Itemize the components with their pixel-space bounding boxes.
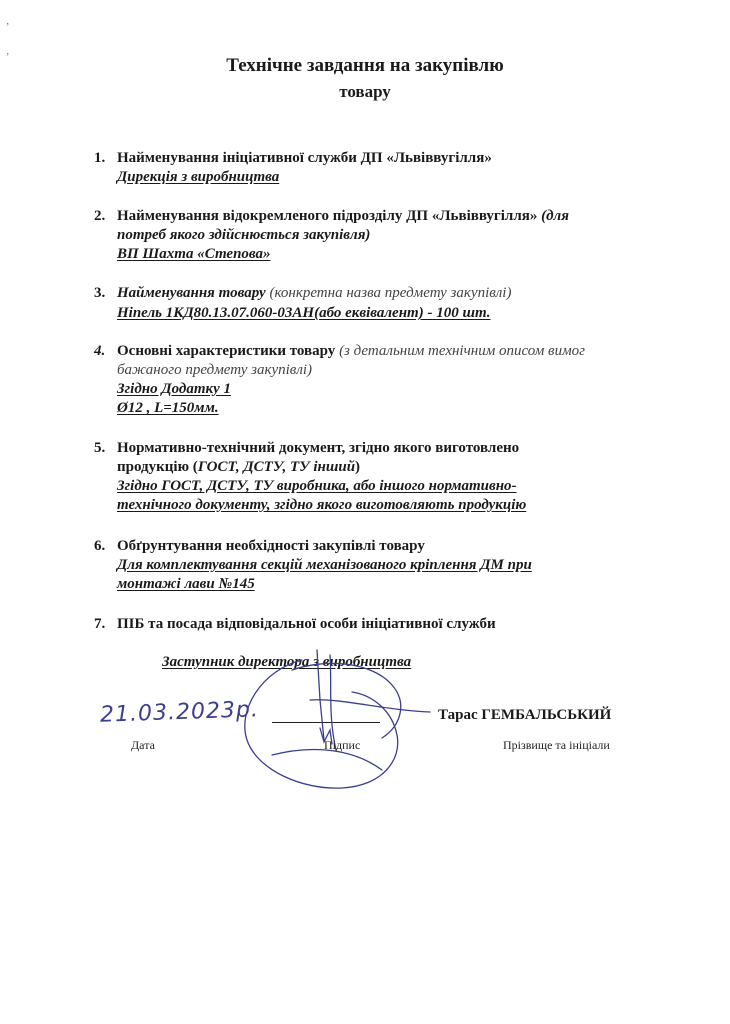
item-label: Найменування відокремленого підрозділу ДП «Львіввугілля» [117,208,538,224]
signatory-position: Заступник директора з виробництва [162,654,412,670]
scan-mark: ʼ [6,52,10,63]
item-number: 1. [94,150,106,166]
item-number: 6. [94,538,106,554]
signature-caption: Підпис [324,738,361,752]
item-answer: технічного документу, згідно якого виготовляють продукцію [117,497,527,513]
item-label: ПІБ та посада відповідальної особи ініціативної служби [117,616,496,632]
item-answer: Ø12 , L=150мм. [117,400,219,416]
item-label-line [117,459,360,476]
item-label-line [117,343,585,360]
item-answer: ВП Шахта «Степова» [117,246,271,262]
item-note: (з детальним технічним описом вимог [339,343,585,359]
item-answer: Згідно Додатку 1 [117,381,232,397]
date-caption: Дата [131,738,155,752]
document-subtitle: товару [339,82,391,101]
item-label: Основні характеристики товару [117,343,336,359]
item-label: Нормативно-технічний документ, згідно якого виготовлено [117,440,520,456]
item-number: 7. [94,616,106,632]
signatory-name: Тарас ГЕМБАЛЬСЬКИЙ [438,707,612,723]
item-label-italic: ГОСТ, ДСТУ, ТУ інший [197,459,356,475]
item-note: (для [541,208,569,224]
item-label: Найменування товару [117,285,266,301]
scan-mark: ʼ [6,22,10,33]
item-note: бажаного предмету закупівлі) [117,362,313,378]
item-answer: Дирекція з виробництва [117,169,280,185]
signature-scribble [232,640,432,800]
name-caption: Прізвище та ініціали [503,738,610,752]
item-note: (конкретна назва предмету закупівлі) [269,285,512,301]
item-number: 4. [94,343,106,359]
item-answer: Для комплектування секцій механізованого кріплення ДМ при [117,557,532,573]
item-number: 2. [94,208,106,224]
item-label-line [117,208,569,225]
item-answer: монтажі лави №145 [117,576,255,592]
item-label-line [117,285,511,302]
handwritten-date: 21.03.2023р. [99,697,260,728]
document-title: Технічне завдання на закупівлю [226,55,504,76]
item-answer: Згідно ГОСТ, ДСТУ, ТУ виробника, або іншого нормативно- [117,478,517,494]
item-label-end: ) [355,459,361,475]
item-answer: Ніпель 1КД80.13.07.060-03АН(або еквівалент) - 100 шт. [117,305,491,321]
item-number: 5. [94,440,106,456]
item-label: Найменування ініціативної служби ДП «Львіввугілля» [117,150,492,166]
item-note: потреб якого здійснюється закупівля) [117,227,371,243]
item-label: продукцію ( [117,459,198,475]
item-number: 3. [94,285,106,301]
item-label: Обґрунтування необхідності закупівлі товару [117,538,425,554]
